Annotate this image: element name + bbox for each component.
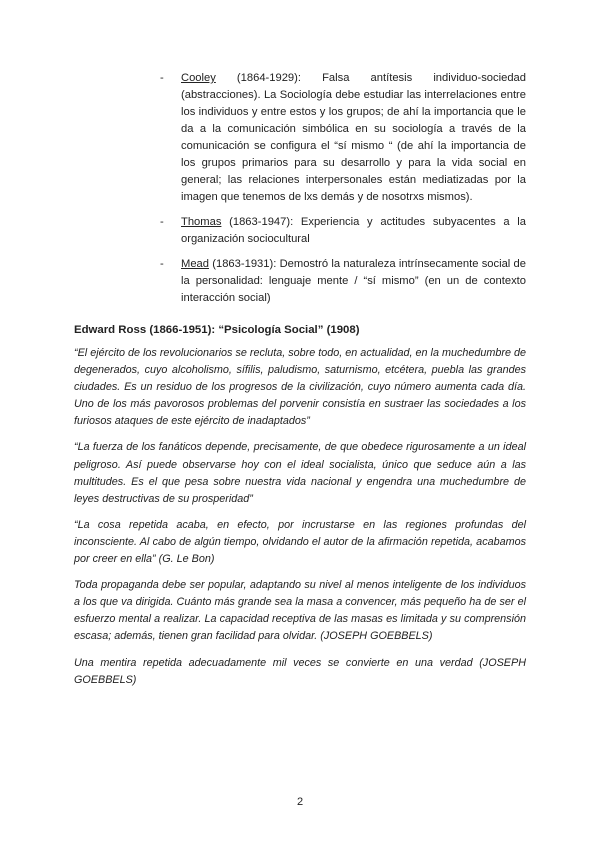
bullet-text bbox=[181, 256, 526, 307]
author-name: Mead bbox=[181, 258, 209, 270]
section-title: Edward Ross (1866-1951): “Psicología Social” (1908) bbox=[74, 324, 360, 336]
bullet-item-mead bbox=[160, 256, 526, 307]
quote-paragraph: “La fuerza de los fanáticos depende, precisamente, de que obedece rigurosamente a un ideal peligroso. Así puede observarse hoy con el ideal socialista, único que seduce aún a las multitudes. Es el que pesa sobre nuestra vida nacional y engendra una muchedumbre de leyes destructivas de su prosperidad” bbox=[74, 441, 526, 505]
bullet-description: (1863-1931): Demostró la naturaleza intrínsecamente social de la personalidad: lenguaje mente / “sí mismo” (en un de contexto interacción social) bbox=[181, 258, 526, 304]
bullet-dash: - bbox=[160, 258, 164, 270]
bullet-item-thomas bbox=[160, 214, 526, 248]
bullet-description: (1863-1947): Experiencia y actitudes subyacentes a la organización sociocultural bbox=[181, 216, 526, 245]
quote-list bbox=[74, 345, 526, 698]
bullet-list bbox=[160, 70, 526, 315]
quote-paragraph: Toda propaganda debe ser popular, adaptando su nivel al menos inteligente de los individuos a los que va dirigida. Cuánto más grande sea la masa a convencer, más pequeño ha de ser el esfuerzo mental a realizar. La capacidad receptiva de las masas es limitada y su comprensión escasa; además, tienen gran facilidad para olvidar. (JOSEPH GOEBBELS) bbox=[74, 579, 526, 643]
quote-paragraph: “El ejército de los revolucionarios se recluta, sobre todo, en actualidad, en la muchedumbre de degenerados, cuyo alcoholismo, sífilis, paludismo, saturnismo, etcétera, puebla las grandes ciudades. Es un residuo de los progresos de la civilización, cuyo número aumenta cada día. Uno de los más pavorosos problemas del porvenir consistía en sustraer las sociedades a los furiosos ataques de este ejército de inadaptados” bbox=[74, 347, 526, 428]
author-name: Thomas bbox=[181, 216, 222, 228]
bullet-dash: - bbox=[160, 216, 164, 228]
quote-paragraph: Una mentira repetida adecuadamente mil veces se convierte en una verdad (JOSEPH GOEBBELS) bbox=[74, 656, 526, 686]
bullet-text bbox=[181, 214, 526, 248]
bullet-dash: - bbox=[160, 72, 164, 84]
bullet-item-cooley bbox=[160, 70, 526, 206]
author-name: Cooley bbox=[181, 72, 216, 84]
page-number: 2 bbox=[296, 796, 304, 808]
bullet-description: (1864-1929): Falsa antítesis individuo-sociedad (abstracciones). La Sociología debe estudiar las interrelaciones entre los individuos y entre estos y los grupos; de ahí la importancia que le da a la comunicación simbólica en su sociología a través de la comunicación se configura el “sí mismo “ (de ahí la importancia de los grupos primarios para su desarrollo y para la vida social en general; las relaciones interpersonales están mediatizadas por la imagen que tenemos de lxs demás y de nosotrxs mismos). bbox=[181, 72, 526, 203]
bullet-text bbox=[181, 70, 526, 206]
quote-paragraph: “La cosa repetida acaba, en efecto, por incrustarse en las regiones profundas del inconsciente. Al cabo de algún tiempo, olvidando el autor de la afirmación repetida, acabamos por creer en ella” (G. Le Bon) bbox=[74, 518, 526, 566]
